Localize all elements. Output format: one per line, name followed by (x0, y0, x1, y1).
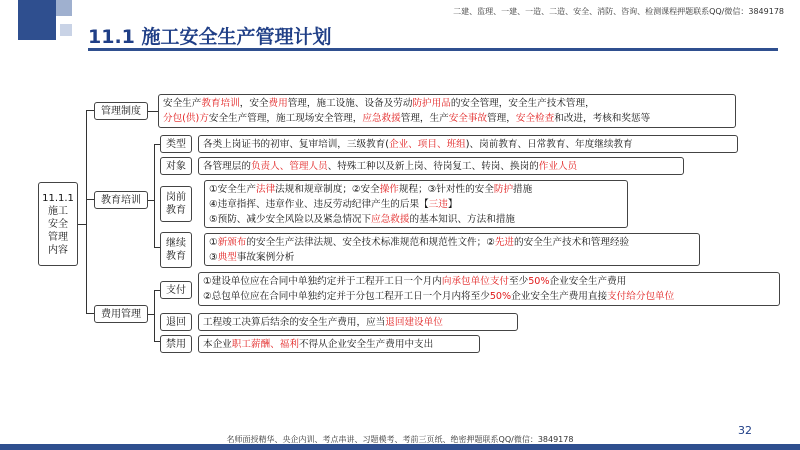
root-label-line: 内容 (48, 244, 68, 256)
category-cost: 费用管理 (94, 305, 148, 323)
content-line: ②总包单位应在合同中单独约定并于分包工程开工日一个月内将至少50%企业安全生产费用直接支付给分包单位 (203, 291, 675, 302)
education-pre-job-content (204, 180, 628, 228)
content-line: ①安全生产法律法规和规章制度；②安全操作规程；③针对性的安全防护措施 (209, 184, 533, 195)
category-management-system: 管理制度 (94, 102, 148, 120)
sub-label-refund: 退回 (160, 313, 192, 331)
content-line: ①新颁布的安全生产法律法规、安全技术标准规范和规范性文件；②先进的安全生产技术和管理经验 (209, 237, 630, 248)
connector (78, 224, 86, 225)
education-type-content: 各类上岗证书的初审、复审培训，三级教育(企业、项目、班组)、岗前教育、日常教育、年度继续教育 (198, 135, 738, 153)
content-line: 安全生产教育培训，安全费用管理，施工设施、设备及劳动防护用品的安全管理，安全生产技术管理， (163, 98, 595, 109)
root-label-line: 管理 (48, 231, 68, 243)
content-line: ①建设单位应在合同中单独约定并于工程开工日一个月内向承包单位支付至少50%企业安全生产费用 (203, 276, 627, 287)
page-title: 11.1 施工安全生产管理计划 (88, 26, 332, 48)
root-label-line: 11.1.1 (42, 192, 74, 204)
education-target-content: 各管理层的负责人、管理人员、特殊工种以及新上岗、待岗复工、转岗、换岗的作业人员 (198, 157, 684, 175)
connector (86, 199, 94, 200)
content-line: 分包(供)方安全生产管理，施工现场安全管理，应急救援管理，生产安全事故管理，安全检查和改进，考核和奖惩等 (163, 113, 651, 124)
content-line: ④违章指挥、违章作业、违反劳动纪律产生的后果【三违】 (209, 199, 458, 210)
connector (148, 111, 158, 112)
corner-block-light (60, 24, 72, 36)
cost-pay-content (198, 272, 780, 306)
sub-label-pre-job: 岗前 教育 (160, 186, 192, 222)
title-underline (88, 48, 778, 51)
corner-block-dark (18, 0, 56, 40)
sub-label-type: 类型 (160, 135, 192, 153)
sub-label-forbid: 禁用 (160, 335, 192, 353)
sub-label-pay: 支付 (160, 281, 192, 299)
page-number: 32 (738, 424, 752, 437)
education-continuing-content (204, 233, 700, 266)
content-line: ③典型事故案例分析 (209, 252, 295, 263)
management-system-content (158, 94, 736, 128)
top-contact-note: 二建、监理、一建、一造、二造、安全、消防、咨询、检测课程押题联系QQ/微信：3849178 (453, 7, 784, 16)
sub-label-target: 对象 (160, 157, 192, 175)
corner-block-mid (56, 0, 72, 16)
cost-forbid-content: 本企业职工薪酬、福利不得从企业安全生产费用中支出 (198, 335, 480, 353)
cost-refund-content: 工程竣工决算后结余的安全生产费用，应当退回建设单位 (198, 313, 518, 331)
sub-label-continuing: 继续 教育 (160, 232, 192, 268)
footer-contact-note: 名师面授精华、央企内训、考点串讲、习题模考、考前三页纸、绝密押题联系QQ/微信：3849178 (226, 435, 574, 444)
category-education: 教育培训 (94, 191, 148, 209)
root-label-line: 安全 (48, 218, 68, 230)
root-label-line: 施工 (48, 205, 68, 217)
root-label-box (38, 182, 78, 266)
bracket-main (86, 110, 94, 314)
content-line: ⑤预防、减少安全风险以及紧急情况下应急救援的基本知识、方法和措施 (209, 214, 516, 225)
footer-bar (0, 444, 800, 450)
